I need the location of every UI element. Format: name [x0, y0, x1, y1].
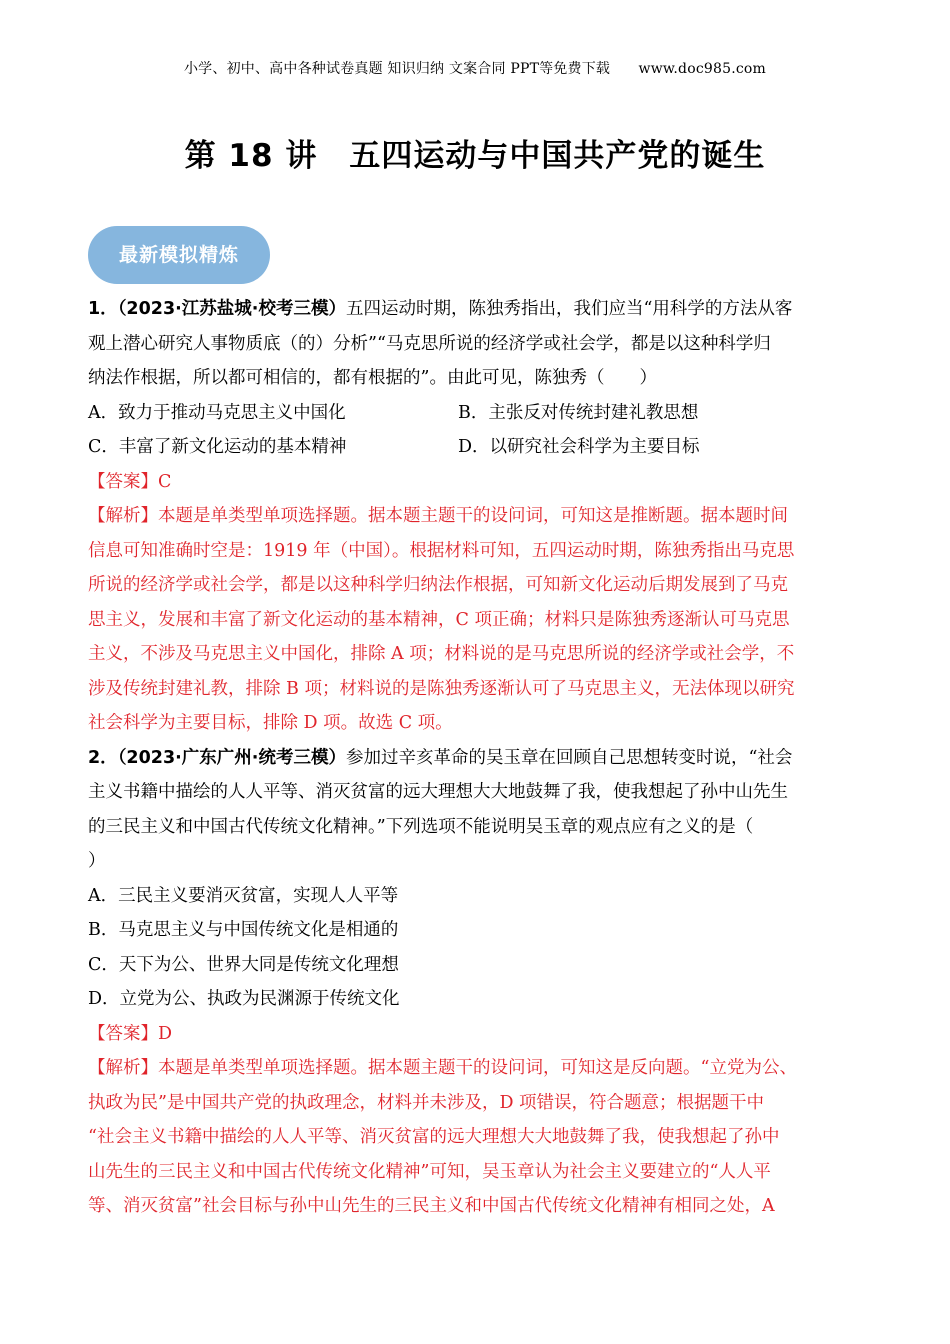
question-stem-line: ）: [88, 851, 106, 871]
option-d: D．立党为公、执政为民渊源于传统文化: [88, 989, 400, 1009]
option-a: A．致力于推动马克思主义中国化: [88, 402, 346, 423]
question-stem-text: 参加过辛亥革命的吴玉章在回顾自己思想转变时说，“社会: [345, 747, 793, 768]
question-stem-line: 纳法作根据，所以都可相信的，都有根据的”。由此可见，陈独秀（ ）: [88, 368, 657, 388]
question-1: [88, 292, 860, 741]
question-source: （2023·广东广州·统考三模）: [117, 747, 346, 768]
question-source: （2023·江苏盐城·校考三模）: [117, 299, 346, 319]
question-stem-line: 主义书籍中描绘的人人平等、消灭贫富的远大理想大大地鼓舞了我，使我想起了孙中山先生: [88, 782, 788, 802]
option-d: D．以研究社会科学为主要目标: [458, 437, 700, 457]
analysis-line: 思主义，发展和丰富了新文化运动的基本精神，C 项正确；材料只是陈独秀逐渐认可马克思: [88, 609, 790, 630]
answer-line: 【答案】C: [88, 471, 172, 492]
options-row: [88, 396, 860, 431]
question-number: 1．: [88, 299, 118, 319]
option-a: A．三民主义要消灭贫富，实现人人平等: [88, 885, 399, 906]
analysis-line: 信息可知准确时空是：1919 年（中国）。根据材料可知，五四运动时期，陈独秀指出马克思: [88, 540, 795, 561]
question-stem-line: 的三民主义和中国古代传统文化精神。”下列选项不能说明吴玉章的观点应有之义的是（: [88, 816, 754, 837]
question-stem-line: 观上潜心研究人事物质底（的）分析”“马克思所说的经济学或社会学，都是以这种科学归: [88, 333, 771, 354]
page-title: 第 18 讲 五四运动与中国共产党的诞生: [184, 138, 766, 174]
page-header-text: 小学、初中、高中各种试卷真题 知识归纳 文案合同 PPT等免费下载 www.doc985.com: [183, 61, 766, 77]
analysis-line: 【解析】本题是单类型单项选择题。据本题主题干的设问词，可知这是推断题。据本题时间: [88, 506, 788, 526]
analysis-line: 山先生的三民主义和中国古代传统文化精神”可知，吴玉章认为社会主义要建立的“人人平: [88, 1161, 771, 1182]
answer-line: 【答案】D: [88, 1023, 173, 1044]
analysis-line: 【解析】本题是单类型单项选择题。据本题主题干的设问词，可知这是反向题。“立党为公、: [88, 1058, 797, 1078]
section-badge: 最新模拟精炼: [88, 226, 270, 284]
option-c: C．天下为公、世界大同是传统文化理想: [88, 954, 399, 975]
question-2: [88, 741, 860, 1224]
option-b: B．马克思主义与中国传统文化是相通的: [88, 920, 399, 940]
analysis-line: “社会主义书籍中描绘的人人平等、消灭贫富的远大理想大大地鼓舞了我，使我想起了孙中: [88, 1127, 780, 1147]
analysis-line: 涉及传统封建礼教，排除 B 项；材料说的是陈独秀逐渐认可了马克思主义，无法体现以研究: [88, 678, 795, 699]
question-number: 2．: [88, 747, 118, 768]
question-stem-line: [88, 292, 860, 327]
analysis-line: 执政为民”是中国共产党的执政理念，材料并未涉及，D 项错误，符合题意；根据题干中: [88, 1092, 765, 1113]
analysis-line: 所说的经济学或社会学，都是以这种科学归纳法作根据，可知新文化运动后期发展到了马克: [88, 575, 788, 595]
analysis-line: 社会科学为主要目标，排除 D 项。故选 C 项。: [88, 713, 453, 733]
analysis-line: 等、消灭贫富”社会目标与孙中山先生的三民主义和中国古代传统文化精神有相同之处，A: [88, 1196, 775, 1216]
options-row: [88, 430, 860, 465]
option-b: B．主张反对传统封建礼教思想: [458, 402, 699, 423]
question-stem-text: 五四运动时期，陈独秀指出，我们应当“用科学的方法从客: [345, 299, 793, 319]
question-stem-line: [88, 741, 860, 776]
option-c: C．丰富了新文化运动的基本精神: [88, 437, 347, 457]
analysis-line: 主义，不涉及马克思主义中国化，排除 A 项；材料说的是马克思所说的经济学或社会学，不: [88, 644, 795, 664]
question-list: [88, 292, 860, 1224]
